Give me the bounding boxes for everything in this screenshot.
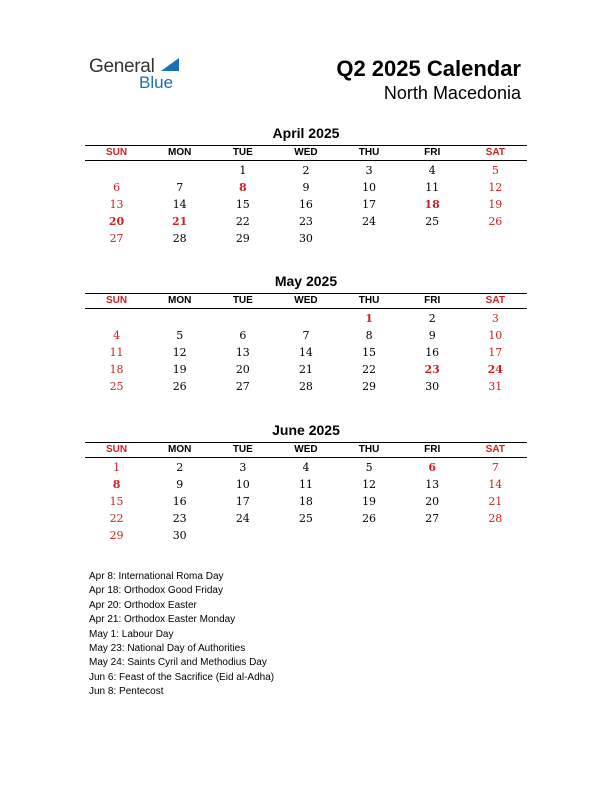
day-cell: 4 — [428, 163, 436, 177]
day-cell: 9 — [302, 180, 310, 194]
weekday-label: FRI — [424, 295, 441, 306]
weekday-label: SUN — [106, 444, 128, 455]
day-cell: 6 — [239, 328, 247, 342]
week-row — [85, 477, 527, 493]
day-cell: 12 — [172, 345, 187, 359]
day-cell: 18 — [109, 362, 124, 376]
day-cell — [338, 528, 401, 544]
weekday-label: FRI — [424, 147, 441, 158]
day-cell: 24 — [487, 362, 503, 376]
day-cell: 28 — [172, 231, 187, 245]
weekday-label: SUN — [106, 295, 128, 306]
day-cell: 28 — [298, 379, 313, 393]
week-row — [85, 231, 527, 247]
day-cell: 6 — [113, 180, 121, 194]
day-cell: 12 — [362, 477, 377, 491]
holiday-item: May 1: Labour Day — [89, 628, 174, 640]
day-cell: 14 — [488, 477, 503, 491]
day-cell — [274, 311, 337, 327]
holiday-item: May 23: National Day of Authorities — [89, 643, 246, 655]
holiday-item: Apr 8: International Roma Day — [89, 571, 224, 582]
day-cell: 1 — [113, 460, 121, 474]
day-cell: 15 — [109, 494, 124, 508]
day-cell — [85, 311, 148, 327]
week-row — [85, 197, 527, 213]
weekday-label: SAT — [485, 295, 505, 306]
day-cell — [148, 163, 211, 179]
weekday-label: TUE — [232, 295, 253, 306]
week-row — [85, 362, 527, 378]
day-cell: 1 — [365, 311, 373, 325]
day-cell: 23 — [298, 214, 313, 228]
day-cell — [464, 231, 527, 247]
day-cell: 27 — [235, 379, 250, 393]
day-cell: 7 — [491, 460, 499, 474]
weekday-label: WED — [294, 147, 318, 158]
day-cell: 26 — [172, 379, 187, 393]
day-cell: 25 — [109, 379, 124, 393]
day-cell: 9 — [176, 477, 184, 491]
month-title: April 2025 — [272, 125, 340, 141]
day-cell: 24 — [362, 214, 377, 228]
weekday-label: SUN — [106, 147, 128, 158]
day-cell: 18 — [424, 197, 440, 211]
day-cell: 14 — [298, 345, 313, 359]
day-cell: 13 — [109, 197, 124, 211]
day-cell: 19 — [172, 362, 187, 376]
weekday-label: THU — [358, 147, 380, 158]
month-block — [85, 272, 527, 394]
day-cell: 14 — [172, 197, 187, 211]
day-cell: 31 — [488, 379, 503, 393]
day-cell: 17 — [488, 345, 503, 359]
day-cell — [148, 311, 211, 327]
month-block — [85, 421, 527, 543]
day-cell: 19 — [488, 197, 503, 211]
week-row — [85, 328, 527, 344]
week-row — [85, 180, 527, 196]
day-cell: 13 — [235, 345, 250, 359]
holiday-item: Jun 8: Pentecost — [89, 686, 164, 698]
day-cell: 20 — [235, 362, 250, 376]
day-cell: 20 — [425, 494, 440, 508]
holiday-item: Apr 18: Orthodox Good Friday — [89, 585, 223, 597]
day-cell: 2 — [176, 460, 184, 474]
day-cell: 1 — [239, 163, 247, 177]
week-row — [85, 528, 527, 544]
day-cell: 7 — [302, 328, 310, 342]
day-cell: 26 — [488, 214, 503, 228]
day-cell: 29 — [362, 379, 377, 393]
day-cell: 8 — [238, 180, 247, 194]
weekday-label: THU — [358, 295, 380, 306]
day-cell: 4 — [302, 460, 310, 474]
day-cell: 11 — [109, 345, 124, 359]
day-cell: 20 — [108, 214, 125, 228]
day-cell: 29 — [109, 528, 124, 542]
weekday-label: TUE — [232, 147, 253, 158]
day-cell: 29 — [235, 231, 250, 245]
weekday-header — [85, 145, 527, 161]
week-row — [85, 494, 527, 510]
logo-general-text: General — [89, 56, 155, 77]
day-cell: 17 — [362, 197, 377, 211]
day-cell: 8 — [365, 328, 373, 342]
day-cell: 27 — [425, 511, 440, 525]
day-cell: 28 — [488, 511, 503, 525]
day-cell: 10 — [362, 180, 377, 194]
day-cell: 26 — [362, 511, 377, 525]
week-row — [85, 345, 527, 361]
logo-triangle-icon — [161, 58, 179, 71]
logo-blue-text: Blue — [139, 73, 174, 92]
day-cell: 23 — [424, 362, 440, 376]
day-cell — [338, 231, 401, 247]
weekday-label: TUE — [232, 444, 253, 455]
day-cell — [211, 311, 274, 327]
holiday-item: Apr 20: Orthodox Easter — [89, 599, 197, 611]
day-cell — [401, 231, 464, 247]
day-cell: 12 — [488, 180, 503, 194]
day-cell: 21 — [172, 214, 188, 228]
week-row — [85, 379, 527, 395]
day-cell: 5 — [491, 163, 499, 177]
country-name: North Macedonia — [383, 83, 521, 103]
day-cell: 6 — [428, 460, 437, 474]
day-cell: 3 — [239, 460, 247, 474]
month-title: June 2025 — [272, 422, 340, 438]
day-cell: 30 — [298, 231, 313, 245]
day-cell: 2 — [302, 163, 310, 177]
day-cell: 22 — [109, 511, 124, 525]
day-cell: 3 — [365, 163, 373, 177]
day-cell: 17 — [235, 494, 250, 508]
day-cell: 27 — [109, 231, 124, 245]
day-cell: 16 — [425, 345, 440, 359]
week-row — [85, 311, 527, 327]
weekday-label: MON — [168, 444, 192, 455]
day-cell: 21 — [298, 362, 313, 376]
weekday-label: MON — [168, 295, 192, 306]
day-cell: 30 — [172, 528, 187, 542]
weekday-label: SAT — [485, 147, 505, 158]
day-cell: 25 — [425, 214, 440, 228]
day-cell: 16 — [298, 197, 313, 211]
holiday-item: Jun 6: Feast of the Sacrifice (Eid al-Adha) — [89, 671, 275, 683]
day-cell — [85, 163, 148, 179]
day-cell: 5 — [365, 460, 373, 474]
day-cell: 3 — [491, 311, 499, 325]
weekday-label: THU — [358, 444, 380, 455]
page-title: Q2 2025 Calendar — [336, 56, 521, 81]
day-cell: 9 — [428, 328, 436, 342]
day-cell: 5 — [176, 328, 184, 342]
day-cell: 18 — [298, 494, 313, 508]
day-cell: 4 — [113, 328, 121, 342]
week-row — [85, 163, 527, 179]
week-row — [85, 460, 527, 476]
day-cell: 13 — [425, 477, 440, 491]
weekday-label: WED — [294, 295, 318, 306]
month-block — [85, 124, 527, 246]
day-cell — [274, 528, 337, 544]
holiday-list — [89, 570, 274, 700]
day-cell: 22 — [362, 362, 377, 376]
weekday-label: FRI — [424, 444, 441, 455]
day-cell: 25 — [298, 511, 313, 525]
logo — [89, 56, 199, 96]
week-row — [85, 214, 527, 230]
weekday-label: MON — [168, 147, 192, 158]
month-title: May 2025 — [274, 273, 338, 289]
day-cell: 7 — [176, 180, 184, 194]
day-cell: 19 — [362, 494, 377, 508]
day-cell: 15 — [362, 345, 377, 359]
day-cell: 30 — [425, 379, 440, 393]
week-row — [85, 511, 527, 527]
weekday-label: WED — [294, 444, 318, 455]
day-cell: 16 — [172, 494, 187, 508]
day-cell: 10 — [235, 477, 250, 491]
day-cell — [401, 528, 464, 544]
day-cell — [211, 528, 274, 544]
weekday-header — [85, 442, 527, 458]
day-cell: 15 — [235, 197, 250, 211]
day-cell: 2 — [428, 311, 436, 325]
day-cell: 11 — [298, 477, 313, 491]
day-cell: 10 — [488, 328, 503, 342]
day-cell: 11 — [425, 180, 440, 194]
weekday-label: SAT — [485, 444, 505, 455]
holiday-item: May 24: Saints Cyril and Methodius Day — [89, 657, 267, 669]
day-cell: 21 — [488, 494, 503, 508]
day-cell — [464, 528, 527, 544]
day-cell: 22 — [235, 214, 250, 228]
weekday-header — [85, 293, 527, 309]
holiday-item: Apr 21: Orthodox Easter Monday — [89, 614, 236, 626]
day-cell: 24 — [235, 511, 250, 525]
day-cell: 23 — [172, 511, 187, 525]
day-cell: 8 — [112, 477, 121, 491]
